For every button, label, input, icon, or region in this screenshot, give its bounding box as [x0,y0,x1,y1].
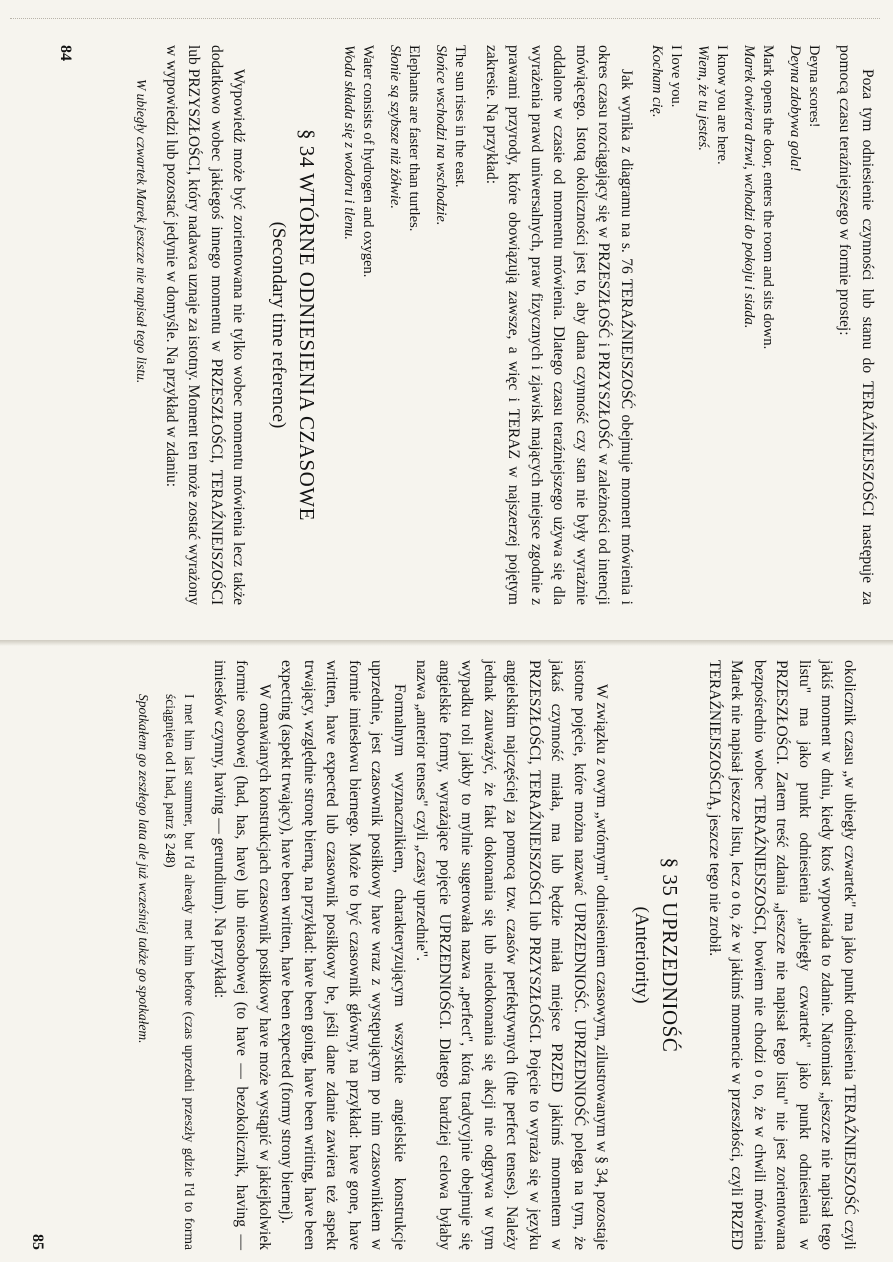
example-en: I know you are here. [714,45,730,165]
intro-paragraph: okolicznik czasu „w ubiegły czwartek" ma jako punkt odniesienia TERAŹNIEJSZOŚĆ czyli jakiś moment w dniu, kiedy ktoś wypowiada to zdanie. Natomiast „jeszcze nie napisał tego listu" ma jako punkt odniesienia „ubiegły czwartek" jako punkt odniesienia w PRZESZŁOŚCI. Zatem treść zdania „jeszcze nie napisał tego listu" nie jest zorientowana bezpośrednio wobec TERAŹNIEJSZOŚCI, bowiem nie chodzi o to, że w chwili mówienia Marek nie napisał jeszcze listu, lecz o to, że w jakimś momencie w przeszłości, czyli PRZED TERAŹNIEJSZOŚCIĄ, jeszcze tego nie zrobił. [706,660,858,1250]
example-en: Water consists of hydrogen and oxygen. [360,45,377,278]
example-group-2 [340,45,470,605]
example-pl: Woda składa się z wodoru i tlenu. [341,45,358,240]
example-pl: Kocham cię. [649,45,665,118]
section-subheading: (Secondary time reference) [268,221,290,429]
section-heading: § 35 UPRZEDNIOŚĆ [658,857,683,1053]
example-en: The sun rises in the east. [452,45,469,188]
section-subheading: (Anteriority) [631,906,653,1004]
closing-example: W ubiegły czwartek Marek jeszcze nie napisał tego listu. [134,79,150,384]
page-84 [58,45,878,605]
example-pl: Słońce wschodzi na wschodzie. [433,45,450,226]
body-paragraph: W omawianych konstrukcjach czasownik posiłkowy have może wystąpić w jakiejkolwiek formie osobowej (had, has, have) lub nieosobowej (to have — bezokolicznik, having — imiesłów czynny, having — gerundium). Na przykład: [211,660,273,1250]
example-en: Mark opens the door, enters the room and sits down. [760,45,776,350]
example-pl: Deyna zdobywa gola! [787,45,803,172]
example-pl: Wiem, że tu jesteś. [695,45,711,151]
example-pl: Marek otwiera drzwi, wchodzi do pokoju i siada. [741,45,757,329]
example-en: Deyna scores! [806,45,822,128]
example-en: Elephants are faster than turtles. [406,45,423,232]
body-paragraph: Jak wynika z diagramu na s. 76 TERAŹNIEJSZOŚĆ obejmuje moment mówienia i okres czasu rozciągający się w PRZESZŁOŚĆ i PRZYSZŁOŚĆ w zależności od intencji mówiącego. Istotą okoliczności jest to, aby dana czynność czy stan nie były wyrażnie oddalone w czasie od momentu mówienia. Dlatego czasu teraźniejszego używa się dla wyrażenia prawd uniwersalnych, praw fizycznych i zjawisk mających miejsce zgodnie z prawami przyrody, które obowiązują zawsze, a więc i TERAZ w najszerzej pojętym zakresie. Na przykład: [483,45,635,605]
example-group-1 [647,45,823,605]
body-paragraph: Wypowiedź może być zorientowana nie tylko wobec momentu mówienia lecz także dodatkowo wobec jakiegoś innego momentu w PRZESZŁOŚCI, TERAŹNIEJSZOŚCI lub PRZYSZŁOŚCI, który nadawca uznaje za istotny. Moment ten może zostać wyrażony w wypowiedzi lub pozostać jedynie w domyśle. Na przykład w zdaniu: [163,45,248,605]
page-85 [30,660,860,1250]
intro-paragraph: Poza tym odniesienie czynności lub stanu do TERAŹNIEJSZOŚCI następuje za pomocą czasu teraźniejszego w formie prostej: [836,45,876,605]
example-en: I met him last summer, but I'd already met him before (czas uprzedni przeszły gdzie I'd to forma ściągnięta od I had, patrz § 248) [163,694,198,1250]
closing-example: Spotkałem go zeszłego lata ale już wcześniej także go spotkałem. [136,694,152,1044]
body-paragraph: W związku z owym „wtórnym" odniesieniem czasowym, zilustrowanym w § 34, pozostaje istotne pojęcie, które można nazwać UPRZEDNIOŚĆ. UPRZEDNIOŚĆ polega na tym, że jakaś czynność miała, ma lub będzie miała miejsce PRZED jakimś momentem w PRZESZŁOŚCI, TERAŹNIEJSZOŚCI lub PRZYSZŁOŚCI. Pojęcie to wyraża się w języku angielskim najczęściej za pomocą tzw. czasów perfektywnych (the perfect tenses). Należy jednak zauważyć, że fakt dokonania się lub niedokonania się akcji nie odgrywa w tym wypadku roli jakby to mylnie sugerowała nazwa „perfect", którą tradycyjnie obejmuje się angielskie formy, wyrażające pojęcie UPRZEDNIOŚCI. Dlatego bardziej celowa byłaby nazwa „anterior tenses" czyli „czasy uprzednie". [413,660,611,1250]
scan-edge [10,8,880,19]
body-paragraph: Formalnym wyznacznikiem, charakteryzującym wszystkie angielskie konstrukcje uprzednie, jest czasownik posiłkowy have wraz z występującym po nim czasownikiem w formie imiesłowu biernego. Może to być czasownik główny, na przykład: have gone, have written, have expected lub czasownik posiłkowy be, jeśli dane zdanie zawiera też aspekt trwający, względnie stronę bierną, na przykład: have been going, have been writing, have been expecting (aspekt trwający), have been written, have been expected (formy strony biernej). [278,660,408,1250]
page-number: 85 [29,1234,47,1250]
example-pl: Słonie są szybsze niż żółwie. [387,45,404,209]
example-en: I love you. [668,45,684,108]
page-fold [0,640,893,646]
section-heading: § 34 WTÓRNE ODNIESIENIA CZASOWE [295,129,320,521]
page-number: 84 [57,45,75,61]
